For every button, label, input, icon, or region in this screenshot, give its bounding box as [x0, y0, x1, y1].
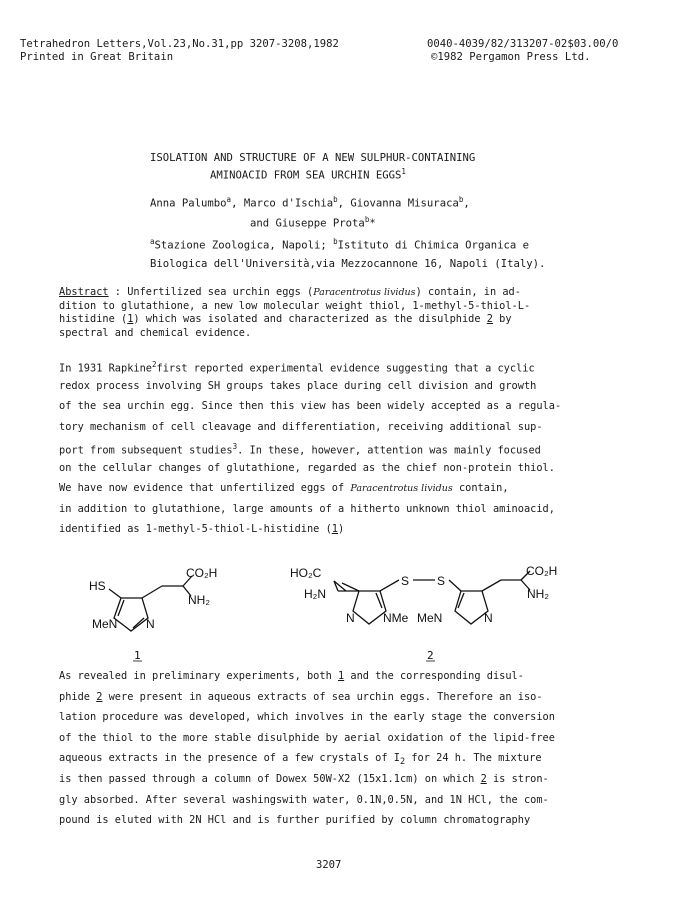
compound-1-label: 1: [134, 649, 141, 662]
running-header: [20, 38, 660, 64]
copyright-note: ©1982 Pergamon Press Ltd.: [431, 51, 591, 63]
affiliation-line2: Biologica dell'Università,via Mezzocannone 16, Napoli (Italy).: [150, 258, 546, 270]
c2-nme: NMe: [383, 611, 409, 625]
paragraph-isolation: As revealed in preliminary experiments, both 1 and the corresponding disul- phide 2 were present in aqueous extracts of sea urchin eggs. Therefore an iso- lation procedure was developed, which involves in the early stage the conversion of the thiol to the more stable disulphide by aerial oxidation of the lipid-free aqueous extracts in the presence of a few crystals of $I_2$ for 24 h. The mixture is then passed through a column of Dowex 50W-X2 (15x1.1cm) on which 2 is stron- gly absorbed. After several washingswith water, 0.1N,0.5N, and 1N HCl, the com- pound is eluted with 2N HCl and is further purified by column chromatography: [59, 670, 555, 827]
title-footnote-marker: 1: [401, 167, 406, 176]
c1-nh2: NH₂: [188, 593, 210, 607]
c2-n-right: N: [484, 611, 493, 625]
c2-n-left: N: [346, 611, 355, 625]
article-code: 0040-4039/82/313207-02$03.00/0: [427, 38, 619, 50]
structure-compound-1-labels: [89, 566, 217, 631]
page-number: 3207: [316, 859, 342, 871]
paragraph-intro: In 1931 Rapkine$^2$first reported experimental evidence suggesting that a cyclic redox process involving SH groups takes place during cell division and growth of the sea urchin egg. Since then this view has been widely accepted as a regula- tory mechanism of cell cleavage and differentiation, receiving additional sup- port from subsequent studies$^3$. In these, however, attention was mainly focused on the cellular changes of glutathione, regarded as the chief non-protein thiol.: [59, 360, 562, 474]
c2-h2n: H₂N: [304, 587, 326, 601]
compound-2-label: 2: [427, 649, 434, 662]
chemical-structures: [80, 560, 600, 670]
c2-s2: S: [437, 574, 446, 588]
author-list: Anna Palumbo$^a$, Marco d'Ischia$^b$, Giovanna Misuraca$^b$,: [150, 195, 470, 210]
article-title-line1: ISOLATION AND STRUCTURE OF A NEW SULPHUR-CONTAINING: [150, 152, 476, 164]
c2-ho2c: HO₂C: [290, 566, 322, 580]
abstract-label: Abstract: [59, 286, 109, 298]
abstract: Abstract : Unfertilized sea urchin eggs (Paracentrotus lividus) contain, in ad- dition to glutathione, a new low molecular weight thiol, 1-methyl-5-thiol-L- histidine (1) which was isolated and characterized as the disulphide 2 by spectral and chemical evidence.: [59, 286, 531, 339]
article-title-line2: AMINOACID FROM SEA URCHIN EGGS$^1$: [210, 167, 406, 182]
c1-n: N: [146, 617, 155, 631]
c2-co2h: CO₂H: [526, 564, 558, 578]
c2-men: MeN: [417, 611, 443, 625]
affiliation-line1: $^a$Stazione Zoologica, Napoli; $^b$Istituto di Chimica Organica e: [150, 237, 529, 252]
c1-men: MeN: [92, 617, 118, 631]
structure-compound-2-labels: [290, 564, 557, 625]
c2-nh2: NH₂: [527, 587, 549, 601]
c2-s1: S: [401, 574, 410, 588]
c1-co2h: CO₂H: [186, 566, 218, 580]
printed-note: Printed in Great Britain: [20, 51, 174, 63]
c1-hs: HS: [89, 579, 106, 593]
author-list-line2: and Giuseppe Prota$^b$*: [250, 215, 376, 230]
paragraph-evidence: We have now evidence that unfertilized eggs of Paracentrotus lividus contain, in addition to glutathione, large amounts of a hitherto unknown thiol aminoacid, identified as 1-methyl-5-thiol-L-histidine (1): [59, 482, 555, 536]
journal-citation: Tetrahedron Letters,Vol.23,No.31,pp 3207-3208,1982: [20, 38, 339, 50]
